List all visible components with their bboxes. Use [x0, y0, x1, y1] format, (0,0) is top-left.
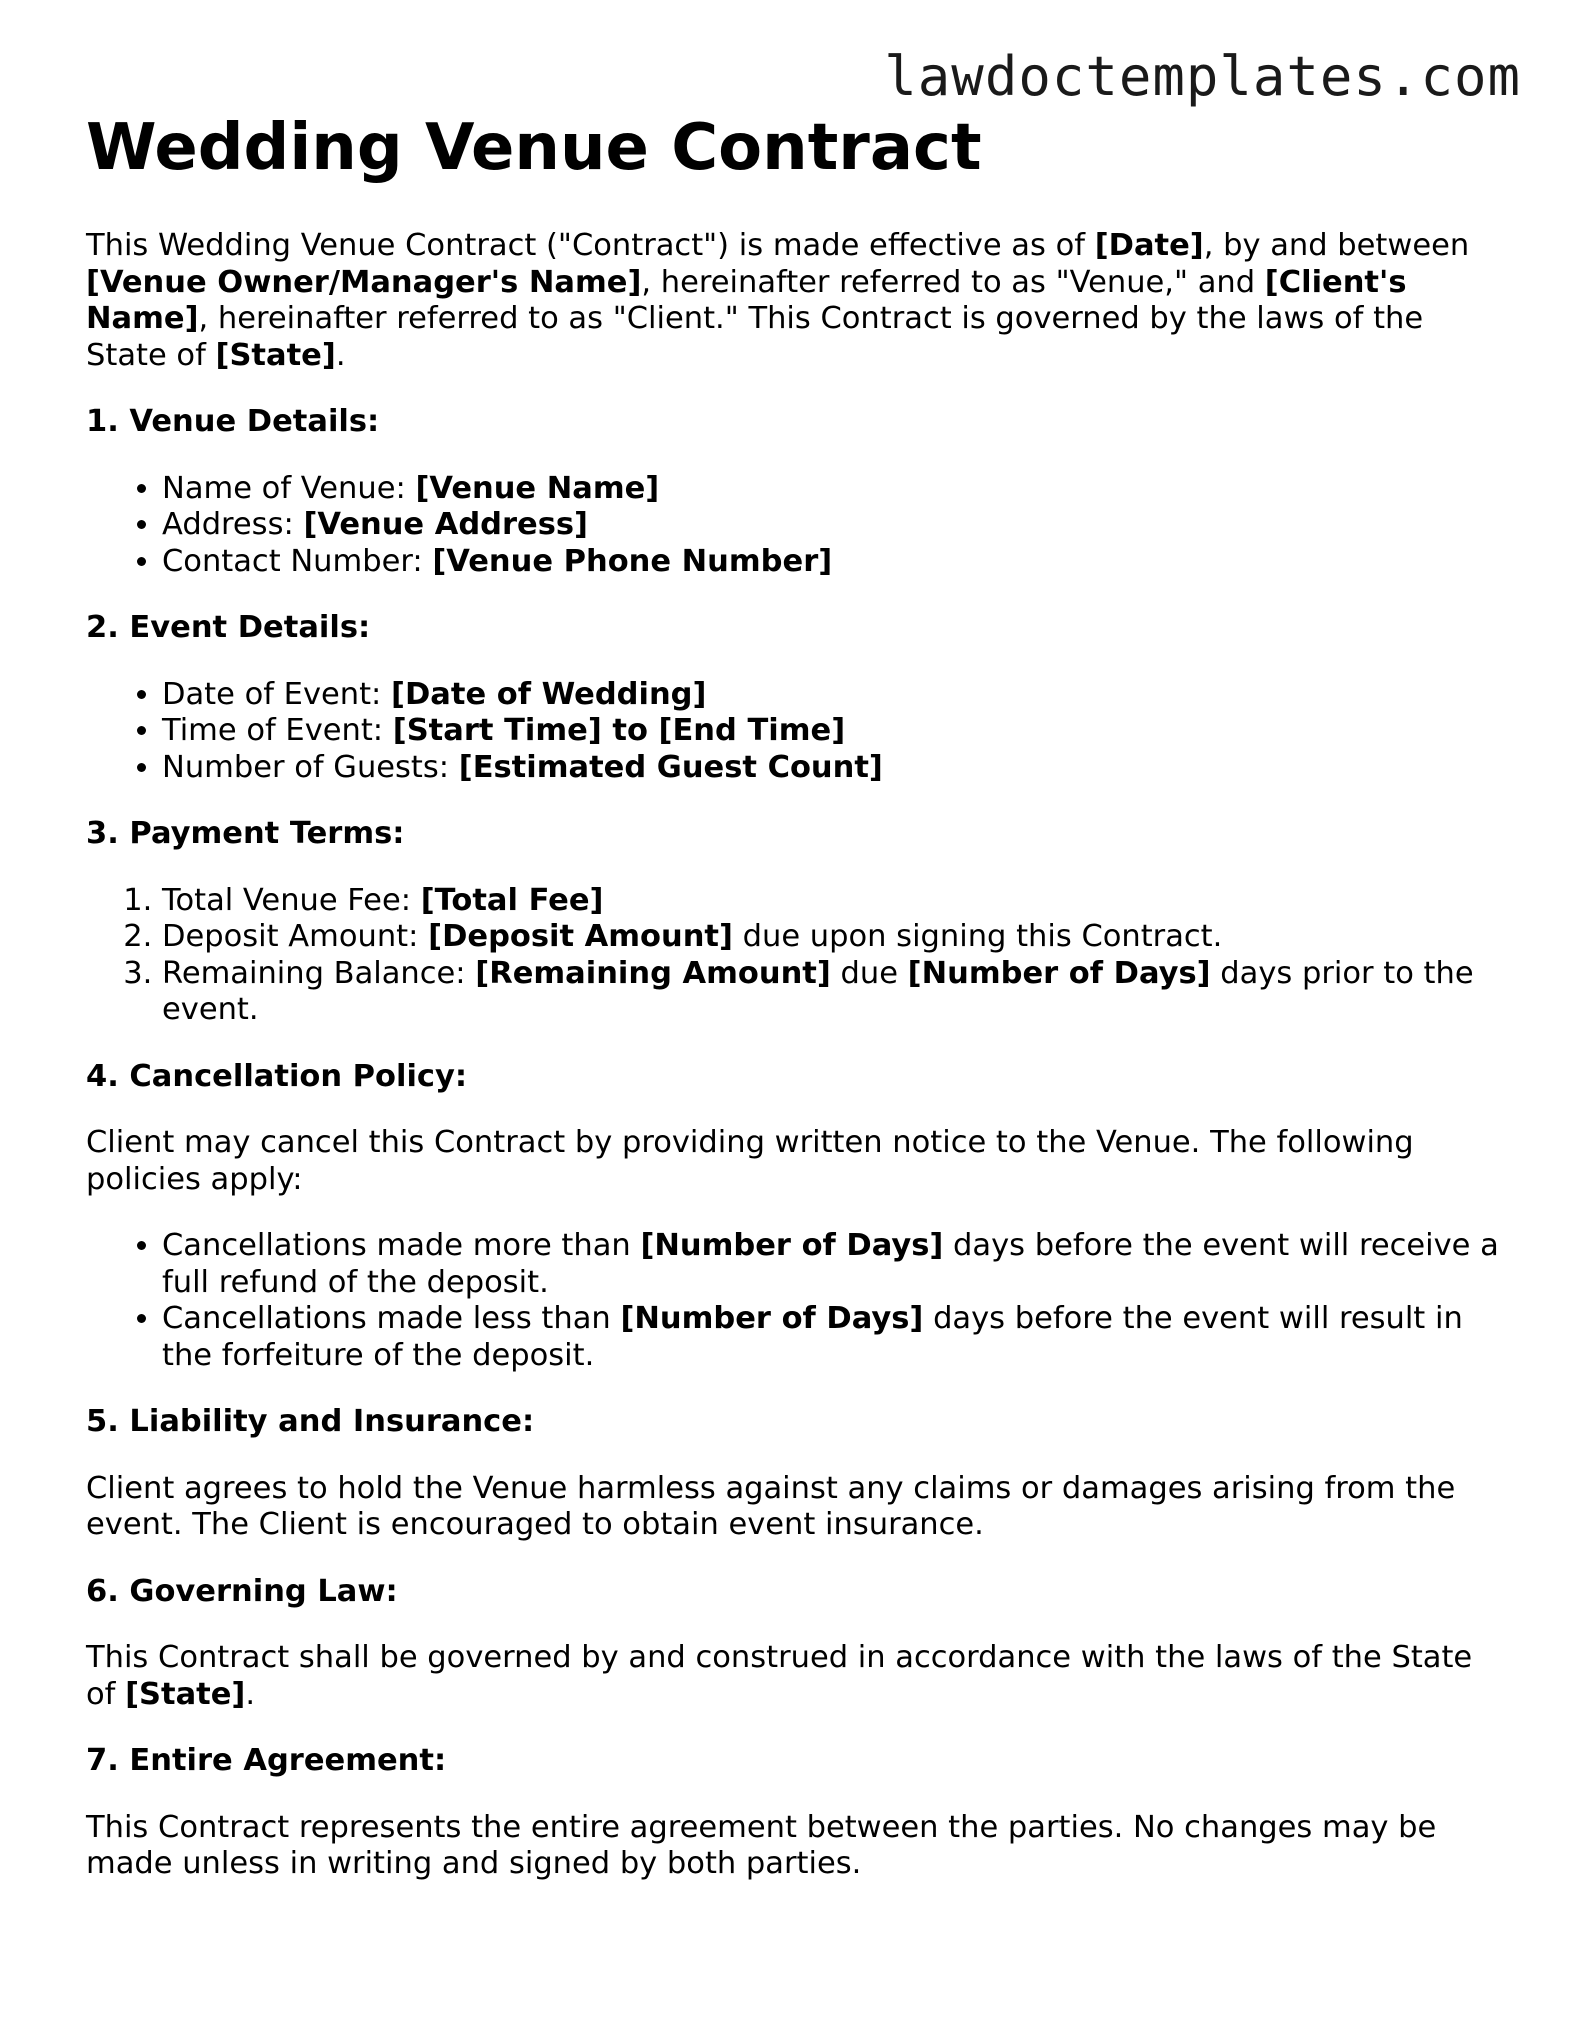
item-label: Contact Number:: [162, 543, 433, 579]
governing-law-text: This Contract shall be governed by and construed in accordance with the laws of the State of: [86, 1640, 1473, 1712]
governing-law-paragraph: [86, 1640, 1506, 1713]
venue-details-list: [86, 471, 1506, 581]
list-item: [162, 713, 1506, 750]
item-value: [Estimated Guest Count]: [458, 749, 883, 785]
item-label: Remaining Balance:: [162, 955, 476, 991]
cancellation-paragraph: Client may cancel this Contract by providing written notice to the Venue. The following policies apply:: [86, 1125, 1414, 1197]
liability-paragraph: Client agrees to hold the Venue harmless against any claims or damages arising from the event. The Client is encouraged to obtain event insurance.: [86, 1470, 1456, 1542]
site-watermark: lawdoctemplates.com: [884, 45, 1521, 108]
list-item: [162, 883, 1506, 920]
item-tail: days prior to the event.: [162, 955, 1474, 1027]
intro-text-1: This Wedding Venue Contract ("Contract") is made effective as of: [86, 228, 1095, 263]
section-heading-venue-details: 1. Venue Details:: [86, 404, 380, 439]
list-item: [162, 677, 1506, 714]
cancellation-list: [86, 1228, 1506, 1374]
client-name-placeholder: [Client's Name]: [86, 264, 1407, 336]
event-details-list: [86, 677, 1506, 787]
item-value: [Deposit Amount]: [428, 919, 733, 954]
item-mid: due: [830, 955, 908, 991]
list-item: [162, 956, 1506, 1029]
governing-law-end: .: [245, 1676, 256, 1712]
state-placeholder: [State]: [215, 337, 336, 373]
list-item: [162, 1301, 1506, 1374]
intro-text-2: , by and between: [1203, 228, 1470, 263]
section-heading-event-details: 2. Event Details:: [86, 610, 371, 645]
item-value: [Venue Address]: [303, 507, 588, 542]
section-heading-liability: 5. Liability and Insurance:: [86, 1404, 535, 1439]
document-title: Wedding Venue Contract: [86, 111, 982, 185]
item-post: days before the event will result in the forfeiture of the deposit.: [162, 1301, 1463, 1373]
item-label: Date of Event:: [162, 676, 392, 712]
section-heading-entire-agreement: 7. Entire Agreement:: [86, 1743, 447, 1778]
item-pre: Cancellations made less than: [162, 1301, 621, 1336]
days-placeholder: [Number of Days]: [640, 1228, 944, 1263]
state-placeholder: [State]: [125, 1676, 246, 1712]
item-label: Deposit Amount:: [162, 919, 429, 954]
item-value: [Start Time] to [End Time]: [392, 713, 846, 748]
intro-text-3: , hereinafter referred to as "Venue," and: [641, 264, 1265, 300]
item-pre: Cancellations made more than: [162, 1228, 641, 1263]
intro-text-5: .: [335, 337, 346, 373]
item-label: Time of Event:: [162, 713, 393, 748]
intro-text-4: , hereinafter referred to as "Client." This Contract is governed by the laws of the State of: [86, 301, 1424, 373]
item-label: Name of Venue:: [162, 470, 416, 506]
days-placeholder: [Number of Days]: [620, 1301, 924, 1336]
entire-agreement-paragraph: This Contract represents the entire agreement between the parties. No changes may be made unless in writing and signed by both parties.: [86, 1809, 1437, 1881]
list-item: [162, 1228, 1506, 1301]
item-value: [Venue Phone Number]: [432, 543, 833, 579]
item-value: [Remaining Amount]: [475, 955, 831, 991]
item-value: [Venue Name]: [415, 470, 660, 506]
list-item: [162, 471, 1506, 508]
list-item: [162, 919, 1506, 956]
item-value: [Total Fee]: [420, 882, 604, 918]
item-label: Number of Guests:: [162, 749, 459, 785]
list-item: [162, 507, 1506, 544]
list-item: [162, 544, 1506, 581]
days-placeholder: [Number of Days]: [907, 955, 1211, 991]
list-item: [162, 750, 1506, 787]
contract-document: [86, 112, 1506, 1883]
date-placeholder: [Date]: [1094, 228, 1204, 263]
venue-owner-placeholder: [Venue Owner/Manager's Name]: [86, 264, 642, 300]
section-heading-governing-law: 6. Governing Law:: [86, 1573, 398, 1609]
item-value: [Date of Wedding]: [391, 676, 707, 712]
item-tail: due upon signing this Contract.: [732, 919, 1223, 954]
section-heading-cancellation-policy: 4. Cancellation Policy:: [86, 1058, 468, 1094]
payment-terms-list: [86, 883, 1506, 1029]
item-label: Address:: [162, 507, 304, 542]
section-heading-payment-terms: 3. Payment Terms:: [86, 816, 405, 851]
item-post: days before the event will receive a full refund of the deposit.: [162, 1228, 1499, 1300]
item-label: Total Venue Fee:: [162, 882, 421, 918]
intro-paragraph: [86, 228, 1506, 374]
